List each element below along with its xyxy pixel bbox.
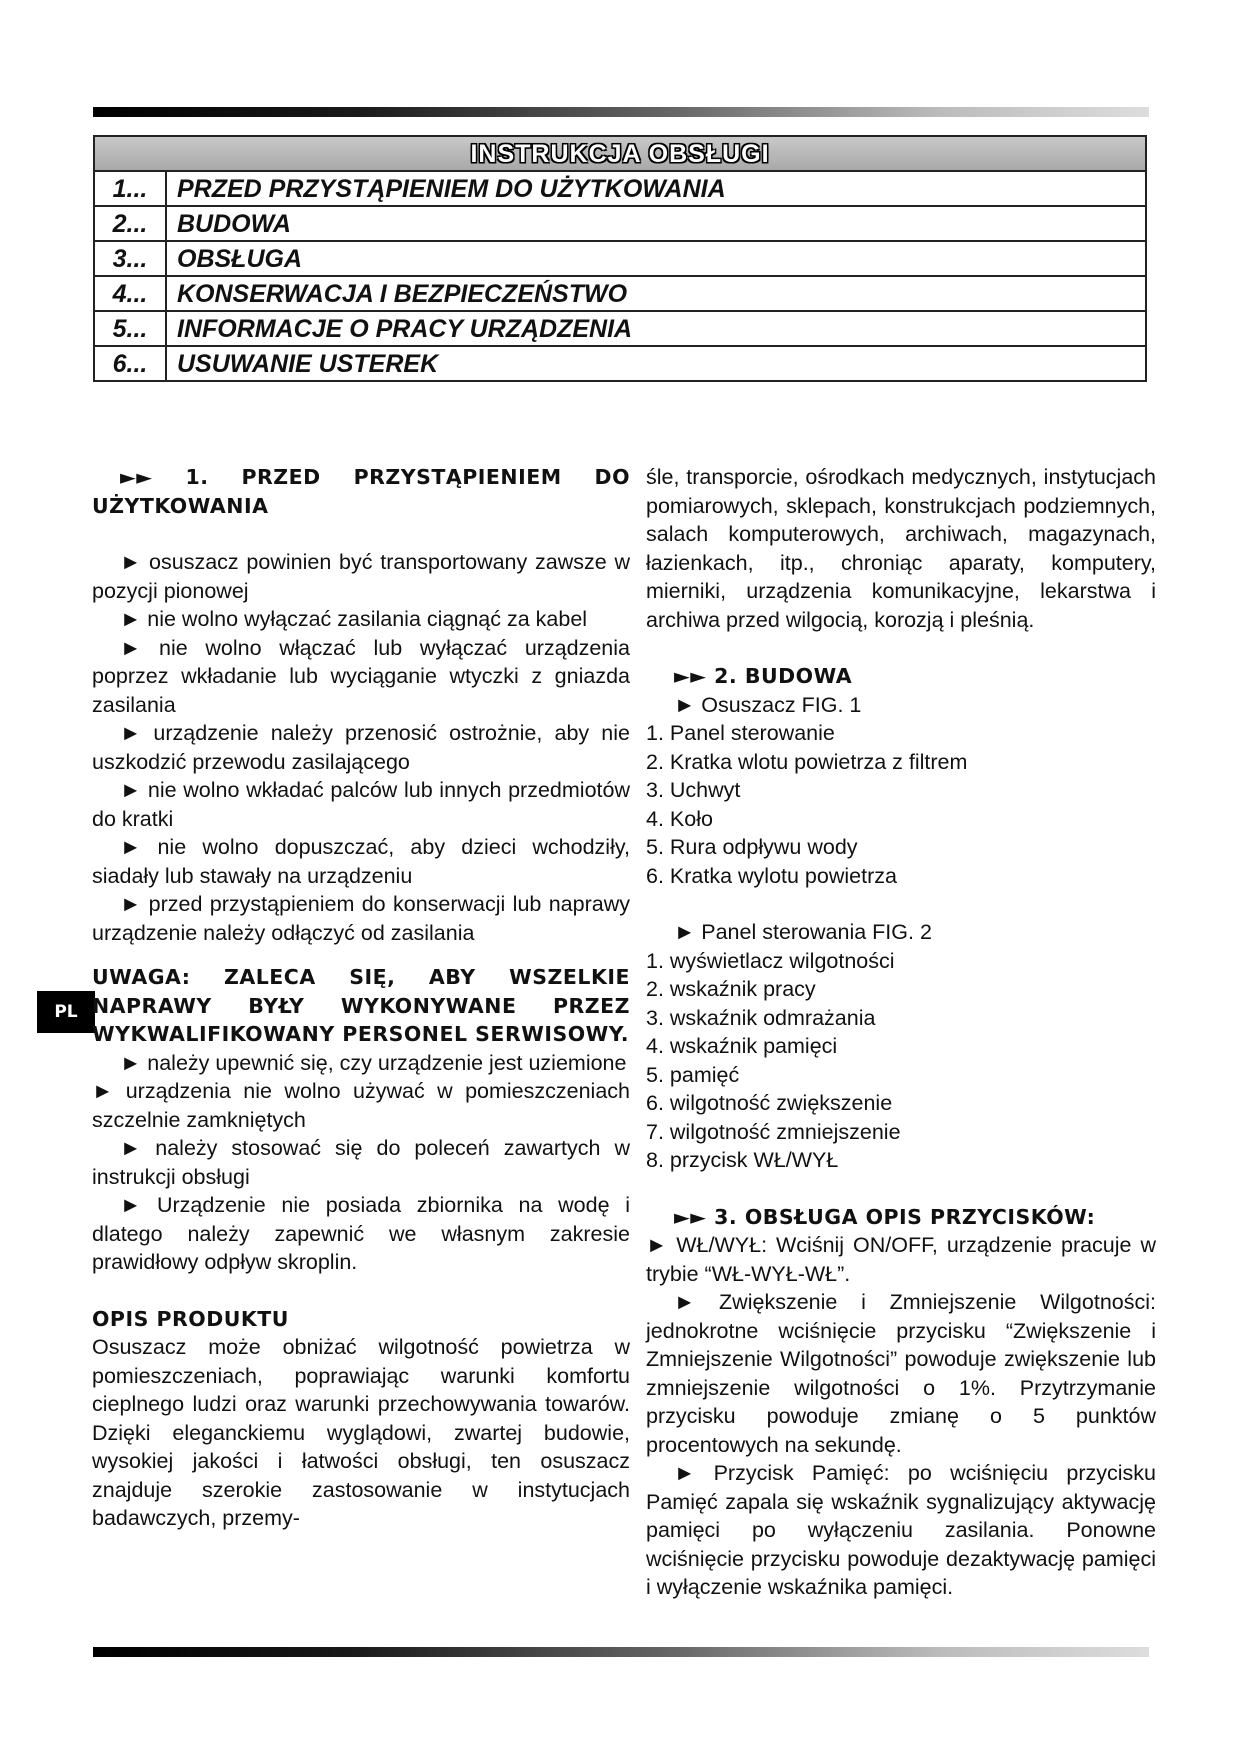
section-2-heading: ►► 2. BUDOWA bbox=[674, 664, 853, 688]
safety-item: ► przed przystąpieniem do konserwacji lub naprawy urządzenie należy odłączyć od zasilania bbox=[92, 892, 630, 945]
bottom-decorative-bar bbox=[93, 1647, 1149, 1657]
product-description-text: Osuszacz może obniżać wilgotność powietrza w pomieszczeniach, poprawiając warunki komfortu cieplnego ludzi oraz warunki przechowywania towarów. Dzięki eleganckiemu wyglądowi, zwartej budowie, wysokiej jakości i łatwości obsługi, ten osuszacz znajduje szerokie zastosowanie w instytucjach badawczych, przemy- bbox=[92, 1335, 630, 1530]
safety-item: ► nie wolno wkładać palców lub innych przedmiotów do kratki bbox=[92, 778, 630, 831]
safety-item: ► nie wolno wyłączać zasilania ciągnąć za kabel bbox=[120, 607, 588, 631]
table-of-contents bbox=[93, 135, 1147, 382]
spacer bbox=[92, 1277, 630, 1305]
toc-row-label: BUDOWA bbox=[166, 206, 1146, 241]
fig2-item: 6. wilgotność zwiększenie bbox=[646, 1091, 893, 1115]
language-tab: PL bbox=[37, 991, 95, 1033]
fig1-item: 6. Kratka wylotu powietrza bbox=[646, 863, 897, 888]
toc-row-label: OBSŁUGA bbox=[166, 241, 1146, 276]
toc-row bbox=[94, 241, 1146, 276]
toc-row-number: 1... bbox=[94, 171, 166, 206]
toc-row-label: USUWANIE USTEREK bbox=[166, 346, 1146, 381]
toc-row bbox=[94, 206, 1146, 241]
fig1-item: 5. Rura odpływu wody bbox=[646, 835, 858, 859]
fig2-item: 2. wskaźnik pracy bbox=[646, 977, 816, 1001]
spacer bbox=[646, 1175, 1156, 1203]
warning-item: ► należy stosować się do poleceń zawartych w instrukcji obsługi bbox=[92, 1136, 630, 1189]
toc-row-number: 4... bbox=[94, 276, 166, 311]
product-description-continued: śle, transporcie, ośrodkach medycznych, instytucjach pomiarowych, sklepach, konstrukcjach podziemnych, salach komputerowych, archiwach, magazynach, łazienkach, itp., chroniąc aparaty, komputery, mierniki, urządzenia komunikacyjne, lekarstwa i archiwa przed wilgocią, korozją i pleśnią. bbox=[646, 465, 1156, 632]
toc-row-label: KONSERWACJA I BEZPIECZEŃSTWO bbox=[166, 276, 1146, 311]
onoff-description: ► WŁ/WYŁ: Wciśnij ON/OFF, urządzenie pracuje w trybie “WŁ-WYŁ-WŁ”. bbox=[646, 1233, 1156, 1286]
warning-notice: UWAGA: ZALECA SIĘ, ABY WSZELKIE NAPRAWY BYŁY WYKONYWANE PRZEZ WYKWALIFIKOWANY PERSONEL SERWISOWY. bbox=[92, 965, 630, 1046]
warning-item: ► Urządzenie nie posiada zbiornika na wodę i dlatego należy zapewnić we własnym zakresie prawidłowy odpływ skroplin. bbox=[92, 1193, 630, 1274]
toc-row-label: INFORMACJE O PRACY URZĄDZENIA bbox=[166, 311, 1146, 346]
toc-row-label: PRZED PRZYSTĄPIENIEM DO UŻYTKOWANIA bbox=[166, 171, 1146, 206]
toc-title: INSTRUKCJA OBSŁUGI bbox=[94, 136, 1146, 171]
spacer bbox=[646, 634, 1156, 662]
fig2-item: 5. pamięć bbox=[646, 1062, 740, 1087]
fig2-item: 3. wskaźnik odmrażania bbox=[646, 1005, 876, 1030]
fig2-item: 1. wyświetlacz wilgotności bbox=[646, 948, 895, 973]
warning-item: ► należy upewnić się, czy urządzenie jest uziemione bbox=[120, 1050, 627, 1075]
toc-row-number: 2... bbox=[94, 206, 166, 241]
fig1-item: 4. Koło bbox=[646, 806, 713, 831]
left-column bbox=[92, 463, 630, 1533]
memory-description: ► Przycisk Pamięć: po wciśnięciu przycisku Pamięć zapala się wskaźnik sygnalizujący aktywację pamięci po wyłączeniu zasilania. Ponowne wciśnięcie przycisku powoduje dezaktywację pamięci i wyłączenie wskaźnika pamięci. bbox=[646, 1461, 1156, 1599]
toc-row-number: 3... bbox=[94, 241, 166, 276]
spacer bbox=[92, 520, 630, 548]
fig1-title: ► Osuszacz FIG. 1 bbox=[674, 692, 862, 717]
product-description-heading: OPIS PRODUKTU bbox=[92, 1306, 289, 1331]
safety-item: ► nie wolno dopuszczać, aby dzieci wchodziły, siadały lub stawały na urządzeniu bbox=[92, 835, 630, 888]
fig1-item: 1. Panel sterowanie bbox=[646, 721, 835, 745]
top-decorative-bar bbox=[93, 107, 1149, 117]
toc-row bbox=[94, 276, 1146, 311]
spacer bbox=[92, 947, 630, 963]
toc-row-number: 6... bbox=[94, 346, 166, 381]
fig1-item: 2. Kratka wlotu powietrza z filtrem bbox=[646, 749, 968, 774]
safety-item: ► urządzenie należy przenosić ostrożnie, aby nie uszkodzić przewodu zasilającego bbox=[92, 721, 630, 774]
toc-header-row bbox=[94, 136, 1146, 171]
fig2-item: 7. wilgotność zmniejszenie bbox=[646, 1119, 901, 1144]
toc-row bbox=[94, 171, 1146, 206]
section-1-heading: ►► 1. PRZED PRZYSTĄPIENIEM DO UŻYTKOWANIA bbox=[92, 465, 630, 518]
toc-row-number: 5... bbox=[94, 311, 166, 346]
spacer bbox=[646, 890, 1156, 918]
safety-item: ► osuszacz powinien być transportowany zawsze w pozycji pionowej bbox=[92, 550, 630, 603]
humidity-description: ► Zwiększenie i Zmniejszenie Wilgotności: jednokrotne wciśnięcie przycisku “Zwiększenie i Zmniejszenie Wilgotności” powoduje zwiększenie lub zmniejszenie wilgotności o 1%. Przytrzymanie przycisku powoduje zmianę o 5 punktów procentowych na sekundę. bbox=[646, 1290, 1156, 1457]
right-column bbox=[646, 463, 1156, 1602]
fig2-title: ► Panel sterowania FIG. 2 bbox=[674, 920, 932, 944]
toc-row bbox=[94, 311, 1146, 346]
warning-item: ► urządzenia nie wolno używać w pomieszczeniach szczelnie zamkniętych bbox=[92, 1079, 630, 1132]
fig2-item: 8. przycisk WŁ/WYŁ bbox=[646, 1148, 839, 1172]
toc-row bbox=[94, 346, 1146, 381]
section-3-heading: ►► 3. OBSŁUGA OPIS PRZYCISKÓW: bbox=[674, 1204, 1096, 1229]
safety-item: ► nie wolno włączać lub wyłączać urządzenia poprzez wkładanie lub wyciąganie wtyczki z gniazda zasilania bbox=[92, 635, 630, 717]
fig2-item: 4. wskaźnik pamięci bbox=[646, 1034, 838, 1058]
fig1-item: 3. Uchwyt bbox=[646, 778, 741, 802]
